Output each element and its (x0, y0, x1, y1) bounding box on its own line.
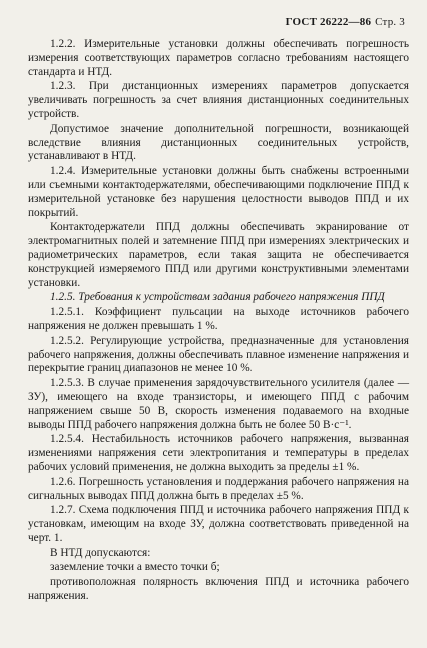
paragraph: Контактодержатели ППД должны обеспечивать экранирование от электромагнитных полей и затемнение ППД при измерениях электрических и радиометрических параметров, если такая защита не обеспечивается конструкцией измеряемого ППД или другими конструктивными элементами установки. (28, 221, 409, 289)
paragraph: 1.2.3. При дистанционных измерениях параметров допускается увеличивать погрешность за счет влияния дистанционных соединительных устройств. (28, 80, 409, 120)
page-header (286, 16, 405, 28)
standard-number: ГОСТ 26222—86 (285, 16, 372, 28)
paragraph: 1.2.5.4. Нестабильность источников рабочего напряжения, вызванная изменениями напряжения сети электропитания и температуры в пределах рабочих условий применения, не должна выходить за пределы ±1 %. (28, 433, 409, 473)
paragraph: 1.2.7. Схема подключения ППД и источника рабочего напряжения ППД к установкам, имеющим на входе ЗУ, должна соответствовать приведенной на черт. 1. (28, 504, 409, 544)
paragraph: 1.2.2. Измерительные установки должны обеспечивать погрешность измерения соответствующих параметров согласно требованиям настоящего стандарта и НТД. (28, 38, 409, 78)
paragraph: В НТД допускаются: (50, 546, 151, 559)
paragraph: Допустимое значение дополнительной погрешности, возникающей вследствие влияния дистанционных соединительных устройств, устанавливают в НТД. (28, 122, 409, 163)
paragraph: 1.2.6. Погрешность установления и поддержания рабочего напряжения на сигнальных выводах ППД должна быть в пределах ±5 %. (28, 475, 409, 502)
document-body (28, 38, 409, 605)
paragraph: 1.2.5.1. Коэффициент пульсации на выходе источников рабочего напряжения не должен превышать 1 %. (28, 306, 409, 332)
section-heading: 1.2.5. Требования к устройствам задания рабочего напряжения ППД (50, 291, 385, 304)
paragraph: противоположная полярность включения ППД и источника рабочего напряжения. (28, 576, 409, 603)
paragraph: 1.2.5.3. В случае применения зарядочувствительного усилителя (далее — ЗУ), имеющего на входе транзисторы, и имеющего ППД с рабочим напряжением свыше 50 В, скорость изменения подаваемого на входные выводы ППД рабочего напряжения должна быть не более 50 В·с⁻¹. (28, 377, 409, 431)
page-number: Стр. 3 (375, 16, 405, 28)
paragraph: заземление точки а вместо точки б; (50, 561, 220, 574)
paragraph: 1.2.5.2. Регулирующие устройства, предназначенные для установления рабочего напряжения, должны обеспечивать плавное изменение напряжения и перекрытие границ диапазонов не менее 10 %. (28, 334, 409, 375)
paragraph: 1.2.4. Измерительные установки должны быть снабжены встроенными или съемными контактодержателями, обеспечивающими подключение ППД к измерительной установке без нарушения целостности выводов ППД и их покрытий. (28, 165, 409, 219)
